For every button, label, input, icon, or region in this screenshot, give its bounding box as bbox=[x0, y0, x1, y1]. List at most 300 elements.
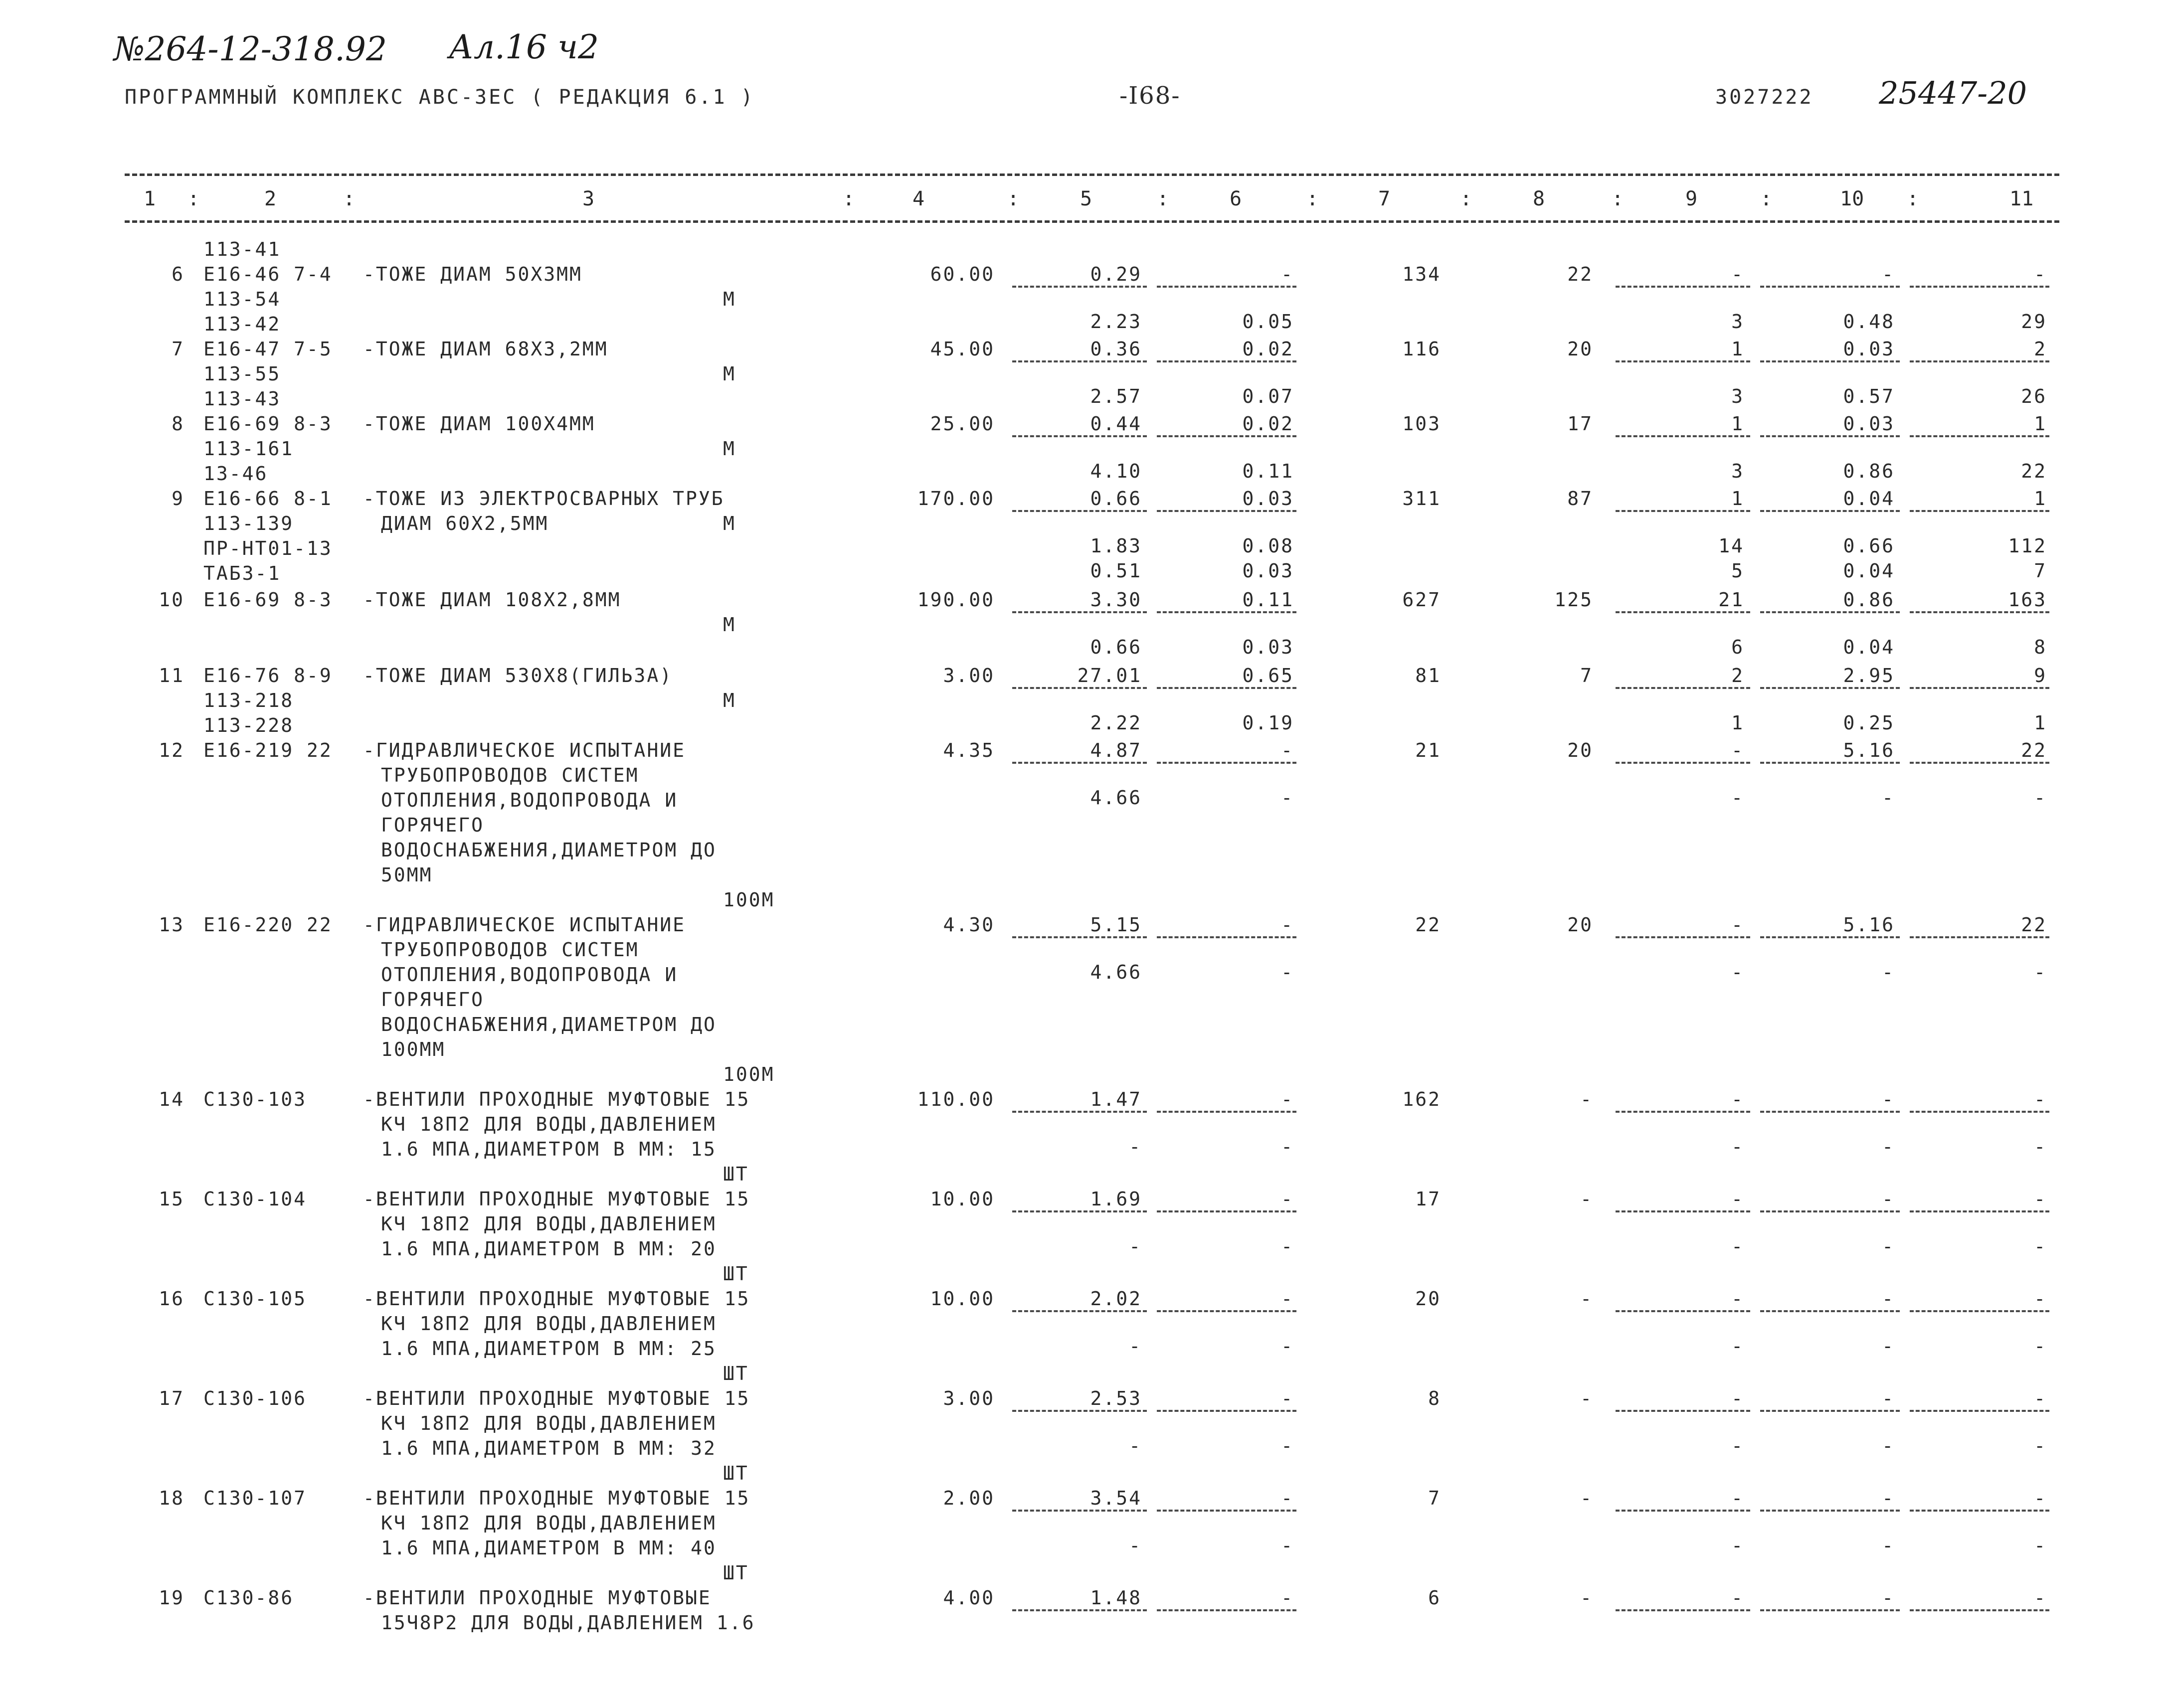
work-description: КЧ 18П2 ДЛЯ ВОДЫ,ДАВЛЕНИЕМ bbox=[381, 1113, 717, 1135]
row-number: 7 bbox=[172, 338, 184, 360]
quantity: 4.30 bbox=[943, 914, 995, 936]
value-c9: 2 bbox=[1731, 665, 1744, 686]
quantity: 4.00 bbox=[943, 1587, 995, 1609]
value-divider bbox=[1760, 936, 1900, 938]
value-col8: 7 bbox=[1580, 665, 1593, 686]
value-divider bbox=[1157, 1310, 1296, 1312]
row-number: 6 bbox=[172, 263, 184, 285]
unit-of-measure: ШТ bbox=[723, 1263, 749, 1285]
value-col8: - bbox=[1580, 1387, 1593, 1409]
value-col8: 20 bbox=[1567, 338, 1593, 360]
value-divider bbox=[1616, 510, 1750, 512]
value-divider bbox=[1760, 1111, 1900, 1113]
value-divider bbox=[1616, 1410, 1750, 1412]
value-c6: - bbox=[1281, 1435, 1294, 1457]
work-description: ВОДОСНАБЖЕНИЯ,ДИАМЕТРОМ ДО bbox=[381, 839, 717, 861]
value-c6: - bbox=[1281, 1587, 1294, 1609]
value-c6: - bbox=[1281, 961, 1294, 983]
value-c9: - bbox=[1731, 1088, 1744, 1110]
work-description: 1.6 МПА,ДИАМЕТРОМ В ММ: 40 bbox=[381, 1537, 717, 1559]
value-divider bbox=[1760, 360, 1900, 362]
value-divider bbox=[1910, 510, 2049, 512]
value-divider bbox=[1012, 1510, 1147, 1512]
value-divider bbox=[1910, 1609, 2049, 1611]
sub-code: 113-161 bbox=[203, 438, 294, 460]
value-col8: 20 bbox=[1567, 739, 1593, 761]
value-c10: 0.03 bbox=[1843, 413, 1895, 435]
value-c6: - bbox=[1281, 1387, 1294, 1409]
value-c9: - bbox=[1731, 961, 1744, 983]
value-c6: - bbox=[1281, 1335, 1294, 1357]
value-col8: 17 bbox=[1567, 413, 1593, 435]
lead-code: 113-41 bbox=[203, 238, 281, 260]
value-c5: - bbox=[1129, 1136, 1142, 1158]
value-divider bbox=[1157, 360, 1296, 362]
value-c5: 2.53 bbox=[1090, 1387, 1142, 1409]
value-c10: - bbox=[1882, 1235, 1895, 1257]
value-divider bbox=[1157, 1609, 1296, 1611]
column-number-4: 4 bbox=[912, 187, 925, 210]
quantity: 3.00 bbox=[943, 665, 995, 686]
value-divider bbox=[1616, 435, 1750, 437]
value-c11: - bbox=[2034, 1487, 2047, 1509]
column-separator: : bbox=[1612, 187, 1624, 210]
value-c11: - bbox=[2034, 787, 2047, 809]
value-c6: 0.02 bbox=[1242, 413, 1294, 435]
value-col8: - bbox=[1580, 1487, 1593, 1509]
column-separator: : bbox=[1306, 187, 1319, 210]
lead-code: 13-46 bbox=[203, 463, 268, 485]
value-c10: - bbox=[1882, 1587, 1895, 1609]
value-c11: 8 bbox=[2034, 636, 2047, 658]
work-description: -ВЕНТИЛИ ПРОХОДНЫЕ МУФТОВЫЕ 15 bbox=[363, 1188, 750, 1210]
value-c9: - bbox=[1731, 263, 1744, 285]
row-number: 16 bbox=[159, 1288, 184, 1310]
value-c6: - bbox=[1281, 739, 1294, 761]
quantity: 190.00 bbox=[917, 589, 995, 611]
value-c6: - bbox=[1281, 263, 1294, 285]
value-col8: - bbox=[1580, 1188, 1593, 1210]
work-description: -ВЕНТИЛИ ПРОХОДНЫЕ МУФТОВЫЕ 15 bbox=[363, 1487, 750, 1509]
value-c11: 163 bbox=[2008, 589, 2047, 611]
work-description: ГОРЯЧЕГО bbox=[381, 814, 485, 836]
value-c6: - bbox=[1281, 1235, 1294, 1257]
unit-of-measure: М bbox=[723, 614, 736, 636]
value-c6: 0.11 bbox=[1242, 460, 1294, 482]
work-description: 1.6 МПА,ДИАМЕТРОМ В ММ: 20 bbox=[381, 1238, 717, 1260]
unit-of-measure: ШТ bbox=[723, 1462, 749, 1484]
row-number: 17 bbox=[159, 1387, 184, 1409]
value-col7: 7 bbox=[1428, 1487, 1441, 1509]
row-number: 8 bbox=[172, 413, 184, 435]
value-c6: 0.03 bbox=[1242, 560, 1294, 582]
value-col7: 20 bbox=[1415, 1288, 1441, 1310]
quantity: 3.00 bbox=[943, 1387, 995, 1409]
lead-code: 113-43 bbox=[203, 388, 281, 410]
unit-of-measure: М bbox=[723, 288, 736, 310]
column-separator: : bbox=[843, 187, 855, 210]
unit-of-measure: 100М bbox=[723, 1063, 775, 1085]
norm-code: С130-86 bbox=[203, 1587, 294, 1609]
value-c11: - bbox=[2034, 1136, 2047, 1158]
value-col7: 6 bbox=[1428, 1587, 1441, 1609]
value-divider bbox=[1760, 1609, 1900, 1611]
value-divider bbox=[1616, 687, 1750, 689]
value-c5: 27.01 bbox=[1077, 665, 1142, 686]
value-divider bbox=[1157, 435, 1296, 437]
column-number-5: 5 bbox=[1080, 187, 1092, 210]
value-divider bbox=[1910, 687, 2049, 689]
value-c6: - bbox=[1281, 787, 1294, 809]
value-col7: 116 bbox=[1402, 338, 1441, 360]
value-divider bbox=[1910, 936, 2049, 938]
value-c6: 0.11 bbox=[1242, 589, 1294, 611]
value-c11: 112 bbox=[2008, 535, 2047, 557]
value-col8: 125 bbox=[1554, 589, 1593, 611]
value-divider bbox=[1760, 1510, 1900, 1512]
value-c6: 0.08 bbox=[1242, 535, 1294, 557]
lead-code: 113-42 bbox=[203, 313, 281, 335]
value-c10: - bbox=[1882, 263, 1895, 285]
row-number: 11 bbox=[159, 665, 184, 686]
value-col8: 20 bbox=[1567, 914, 1593, 936]
value-c11: 22 bbox=[2021, 914, 2047, 936]
work-description: ВОДОСНАБЖЕНИЯ,ДИАМЕТРОМ ДО bbox=[381, 1014, 717, 1035]
column-number-10: 10 bbox=[1840, 187, 1864, 210]
norm-code: С130-106 bbox=[203, 1387, 307, 1409]
column-number-11: 11 bbox=[2009, 187, 2034, 210]
quantity: 170.00 bbox=[917, 488, 995, 510]
row-number: 18 bbox=[159, 1487, 184, 1509]
value-c6: - bbox=[1281, 1487, 1294, 1509]
value-divider bbox=[1616, 1111, 1750, 1113]
value-c5: 2.57 bbox=[1090, 385, 1142, 407]
quantity: 2.00 bbox=[943, 1487, 995, 1509]
value-c10: - bbox=[1882, 1435, 1895, 1457]
unit-of-measure: М bbox=[723, 438, 736, 460]
norm-code: Е16-219 22 bbox=[203, 739, 333, 761]
value-col7: 162 bbox=[1402, 1088, 1441, 1110]
value-divider bbox=[1012, 762, 1147, 764]
value-c11: 9 bbox=[2034, 665, 2047, 686]
value-c10: 0.04 bbox=[1843, 560, 1895, 582]
value-c9: - bbox=[1731, 1335, 1744, 1357]
value-divider bbox=[1012, 360, 1147, 362]
value-c5: - bbox=[1129, 1335, 1142, 1357]
value-c9: 1 bbox=[1731, 712, 1744, 734]
value-c10: 0.66 bbox=[1843, 535, 1895, 557]
column-number-7: 7 bbox=[1378, 187, 1391, 210]
value-divider bbox=[1012, 1609, 1147, 1611]
norm-code: Е16-220 22 bbox=[203, 914, 333, 936]
sub-code: ПР-НТ01-13 bbox=[203, 537, 333, 559]
quantity: 10.00 bbox=[930, 1188, 995, 1210]
value-divider bbox=[1157, 936, 1296, 938]
work-description: 1.6 МПА,ДИАМЕТРОМ В ММ: 32 bbox=[381, 1437, 717, 1459]
value-c5: 4.10 bbox=[1090, 460, 1142, 482]
handwritten-code: 25447-20 bbox=[1879, 75, 2027, 111]
value-divider bbox=[1012, 286, 1147, 288]
value-c5: 0.51 bbox=[1090, 560, 1142, 582]
value-divider bbox=[1012, 1410, 1147, 1412]
norm-code: Е16-46 7-4 bbox=[203, 263, 333, 285]
value-divider bbox=[1760, 1410, 1900, 1412]
work-description: -ГИДРАВЛИЧЕСКОЕ ИСПЫТАНИЕ bbox=[363, 739, 686, 761]
value-c10: - bbox=[1882, 1088, 1895, 1110]
value-c5: 0.29 bbox=[1090, 263, 1142, 285]
value-c10: 2.95 bbox=[1843, 665, 1895, 686]
value-c9: - bbox=[1731, 1487, 1744, 1509]
value-c5: 4.66 bbox=[1090, 787, 1142, 809]
value-c9: 3 bbox=[1731, 385, 1744, 407]
value-c10: - bbox=[1882, 1487, 1895, 1509]
value-divider bbox=[1012, 611, 1147, 613]
value-c5: 1.47 bbox=[1090, 1088, 1142, 1110]
value-c6: - bbox=[1281, 1188, 1294, 1210]
value-c11: 29 bbox=[2021, 311, 2047, 333]
value-col8: - bbox=[1580, 1288, 1593, 1310]
value-divider bbox=[1157, 1510, 1296, 1512]
unit-of-measure: 100М bbox=[723, 889, 775, 911]
column-separator: : bbox=[1760, 187, 1773, 210]
value-divider bbox=[1910, 762, 2049, 764]
sub-code: 113-218 bbox=[203, 689, 294, 711]
value-c5: 0.66 bbox=[1090, 488, 1142, 510]
value-c10: 0.03 bbox=[1843, 338, 1895, 360]
value-c5: 3.30 bbox=[1090, 589, 1142, 611]
work-description: -ГИДРАВЛИЧЕСКОЕ ИСПЫТАНИЕ bbox=[363, 914, 686, 936]
value-c5: 0.44 bbox=[1090, 413, 1142, 435]
value-divider bbox=[1760, 687, 1900, 689]
value-c11: - bbox=[2034, 961, 2047, 983]
work-description: 1.6 МПА,ДИАМЕТРОМ В ММ: 25 bbox=[381, 1338, 717, 1360]
value-c10: 5.16 bbox=[1843, 914, 1895, 936]
value-divider bbox=[1910, 1210, 2049, 1212]
value-col8: - bbox=[1580, 1587, 1593, 1609]
value-c6: 0.07 bbox=[1242, 385, 1294, 407]
value-divider bbox=[1616, 360, 1750, 362]
work-description: -ВЕНТИЛИ ПРОХОДНЫЕ МУФТОВЫЕ 15 bbox=[363, 1288, 750, 1310]
value-divider bbox=[1157, 1111, 1296, 1113]
value-divider bbox=[1157, 762, 1296, 764]
value-c6: 0.65 bbox=[1242, 665, 1294, 686]
work-description: ТРУБОПРОВОДОВ СИСТЕМ bbox=[381, 764, 639, 786]
header-rule-bottom bbox=[125, 220, 2059, 223]
page-number: -I68- bbox=[1119, 82, 1181, 110]
value-c10: - bbox=[1882, 961, 1895, 983]
work-description: 1.6 МПА,ДИАМЕТРОМ В ММ: 15 bbox=[381, 1138, 717, 1160]
value-col7: 8 bbox=[1428, 1387, 1441, 1409]
value-c6: - bbox=[1281, 1136, 1294, 1158]
column-number-3: 3 bbox=[582, 187, 595, 210]
value-divider bbox=[1616, 1310, 1750, 1312]
unit-of-measure: ШТ bbox=[723, 1562, 749, 1584]
value-divider bbox=[1616, 1609, 1750, 1611]
norm-code: Е16-69 8-3 bbox=[203, 413, 333, 435]
value-divider bbox=[1157, 510, 1296, 512]
column-number-9: 9 bbox=[1685, 187, 1698, 210]
work-description: -ТОЖЕ ИЗ ЭЛЕКТРОСВАРНЫХ ТРУБ bbox=[363, 488, 725, 510]
work-description: ОТОПЛЕНИЯ,ВОДОПРОВОДА И bbox=[381, 789, 678, 811]
row-number: 14 bbox=[159, 1088, 184, 1110]
work-description: -ВЕНТИЛИ ПРОХОДНЫЕ МУФТОВЫЕ 15 bbox=[363, 1387, 750, 1409]
value-col8: - bbox=[1580, 1088, 1593, 1110]
value-c5: - bbox=[1129, 1535, 1142, 1556]
value-c11: - bbox=[2034, 263, 2047, 285]
value-c6: 0.19 bbox=[1242, 712, 1294, 734]
value-divider bbox=[1012, 687, 1147, 689]
norm-code: Е16-47 7-5 bbox=[203, 338, 333, 360]
handwritten-sheet-note: Ал.16 ч2 bbox=[449, 28, 599, 66]
value-divider bbox=[1760, 1210, 1900, 1212]
value-c5: 4.66 bbox=[1090, 961, 1142, 983]
quantity: 25.00 bbox=[930, 413, 995, 435]
value-c5: 2.02 bbox=[1090, 1288, 1142, 1310]
value-c11: 26 bbox=[2021, 385, 2047, 407]
value-c11: - bbox=[2034, 1088, 2047, 1110]
value-divider bbox=[1910, 360, 2049, 362]
value-divider bbox=[1760, 611, 1900, 613]
value-divider bbox=[1157, 286, 1296, 288]
value-c11: 22 bbox=[2021, 739, 2047, 761]
norm-code: С130-104 bbox=[203, 1188, 307, 1210]
value-divider bbox=[1910, 1410, 2049, 1412]
value-divider bbox=[1760, 1310, 1900, 1312]
value-c10: 0.04 bbox=[1843, 488, 1895, 510]
value-divider bbox=[1616, 1210, 1750, 1212]
value-c9: 1 bbox=[1731, 413, 1744, 435]
value-c11: - bbox=[2034, 1387, 2047, 1409]
value-c5: 4.87 bbox=[1090, 739, 1142, 761]
value-divider bbox=[1910, 435, 2049, 437]
value-c6: 0.03 bbox=[1242, 488, 1294, 510]
value-c9: 1 bbox=[1731, 338, 1744, 360]
value-c11: - bbox=[2034, 1235, 2047, 1257]
column-separator: : bbox=[343, 187, 356, 210]
value-col7: 81 bbox=[1415, 665, 1441, 686]
row-number: 13 bbox=[159, 914, 184, 936]
row-number: 19 bbox=[159, 1587, 184, 1609]
value-c10: 0.48 bbox=[1843, 311, 1895, 333]
value-col7: 22 bbox=[1415, 914, 1441, 936]
handwritten-doc-number: №264-12-318.92 bbox=[114, 30, 387, 68]
value-divider bbox=[1012, 936, 1147, 938]
value-c5: - bbox=[1129, 1435, 1142, 1457]
value-divider bbox=[1616, 936, 1750, 938]
value-c10: - bbox=[1882, 1136, 1895, 1158]
work-description: КЧ 18П2 ДЛЯ ВОДЫ,ДАВЛЕНИЕМ bbox=[381, 1313, 717, 1335]
sub-code: 113-54 bbox=[203, 288, 281, 310]
value-divider bbox=[1157, 611, 1296, 613]
document-code: 3027222 bbox=[1715, 86, 1814, 109]
value-c9: - bbox=[1731, 1435, 1744, 1457]
value-c10: - bbox=[1882, 1288, 1895, 1310]
work-description: -ТОЖЕ ДИАМ 530Х8(ГИЛЬЗА) bbox=[363, 665, 673, 686]
value-c5: 2.22 bbox=[1090, 712, 1142, 734]
value-divider bbox=[1012, 510, 1147, 512]
value-c11: 2 bbox=[2034, 338, 2047, 360]
value-c10: - bbox=[1882, 1335, 1895, 1357]
norm-code: С130-103 bbox=[203, 1088, 307, 1110]
column-separator: : bbox=[1907, 187, 1919, 210]
value-divider bbox=[1910, 611, 2049, 613]
value-c5: 1.48 bbox=[1090, 1587, 1142, 1609]
value-c9: 1 bbox=[1731, 488, 1744, 510]
row-number: 9 bbox=[172, 488, 184, 510]
work-description: -ТОЖЕ ДИАМ 50Х3ММ bbox=[363, 263, 582, 285]
column-separator: : bbox=[1157, 187, 1169, 210]
value-c10: - bbox=[1882, 787, 1895, 809]
value-divider bbox=[1616, 611, 1750, 613]
work-description: 50ММ bbox=[381, 864, 433, 886]
value-c5: 1.83 bbox=[1090, 535, 1142, 557]
value-c10: 5.16 bbox=[1843, 739, 1895, 761]
column-number-6: 6 bbox=[1230, 187, 1242, 210]
quantity: 45.00 bbox=[930, 338, 995, 360]
column-separator: : bbox=[1007, 187, 1020, 210]
unit-of-measure: ШТ bbox=[723, 1363, 749, 1384]
value-c6: 0.03 bbox=[1242, 636, 1294, 658]
value-c9: - bbox=[1731, 1288, 1744, 1310]
value-divider bbox=[1760, 435, 1900, 437]
column-number-8: 8 bbox=[1533, 187, 1545, 210]
value-c6: - bbox=[1281, 1088, 1294, 1110]
value-c9: - bbox=[1731, 1587, 1744, 1609]
column-number-1: 1 bbox=[144, 187, 156, 210]
value-col8: 87 bbox=[1567, 488, 1593, 510]
sub-code: ТАБ3-1 bbox=[203, 562, 281, 584]
value-c11: 22 bbox=[2021, 460, 2047, 482]
value-c11: 1 bbox=[2034, 712, 2047, 734]
work-description: -ТОЖЕ ДИАМ 108Х2,8ММ bbox=[363, 589, 621, 611]
norm-code: С130-105 bbox=[203, 1288, 307, 1310]
work-description: 100ММ bbox=[381, 1038, 446, 1060]
value-c11: 1 bbox=[2034, 413, 2047, 435]
value-col7: 627 bbox=[1402, 589, 1441, 611]
value-c6: 0.02 bbox=[1242, 338, 1294, 360]
value-c5: 1.69 bbox=[1090, 1188, 1142, 1210]
value-divider bbox=[1157, 687, 1296, 689]
value-c11: - bbox=[2034, 1587, 2047, 1609]
row-number: 10 bbox=[159, 589, 184, 611]
norm-code: Е16-66 8-1 bbox=[203, 488, 333, 510]
value-c10: 0.86 bbox=[1843, 460, 1895, 482]
value-c9: 3 bbox=[1731, 460, 1744, 482]
value-divider bbox=[1012, 1111, 1147, 1113]
value-divider bbox=[1760, 762, 1900, 764]
work-description: КЧ 18П2 ДЛЯ ВОДЫ,ДАВЛЕНИЕМ bbox=[381, 1512, 717, 1534]
program-title: ПРОГРАММНЫЙ КОМПЛЕКС АВС-3ЕС ( РЕДАКЦИЯ 6.1 ) bbox=[125, 86, 755, 109]
work-description: -ТОЖЕ ДИАМ 100Х4ММ bbox=[363, 413, 595, 435]
work-description: -ВЕНТИЛИ ПРОХОДНЫЕ МУФТОВЫЕ bbox=[363, 1587, 712, 1609]
value-c9: 14 bbox=[1718, 535, 1744, 557]
value-c9: 21 bbox=[1718, 589, 1744, 611]
value-divider bbox=[1157, 1210, 1296, 1212]
value-divider bbox=[1760, 510, 1900, 512]
work-description: ДИАМ 60Х2,5ММ bbox=[381, 512, 549, 534]
value-c6: - bbox=[1281, 1288, 1294, 1310]
quantity: 4.35 bbox=[943, 739, 995, 761]
work-description: ГОРЯЧЕГО bbox=[381, 989, 485, 1011]
value-c9: - bbox=[1731, 1535, 1744, 1556]
norm-code: Е16-69 8-3 bbox=[203, 589, 333, 611]
value-c11: 1 bbox=[2034, 488, 2047, 510]
value-c9: - bbox=[1731, 787, 1744, 809]
value-c5: - bbox=[1129, 1235, 1142, 1257]
row-number: 15 bbox=[159, 1188, 184, 1210]
value-c11: - bbox=[2034, 1288, 2047, 1310]
work-description: ОТОПЛЕНИЯ,ВОДОПРОВОДА И bbox=[381, 964, 678, 986]
